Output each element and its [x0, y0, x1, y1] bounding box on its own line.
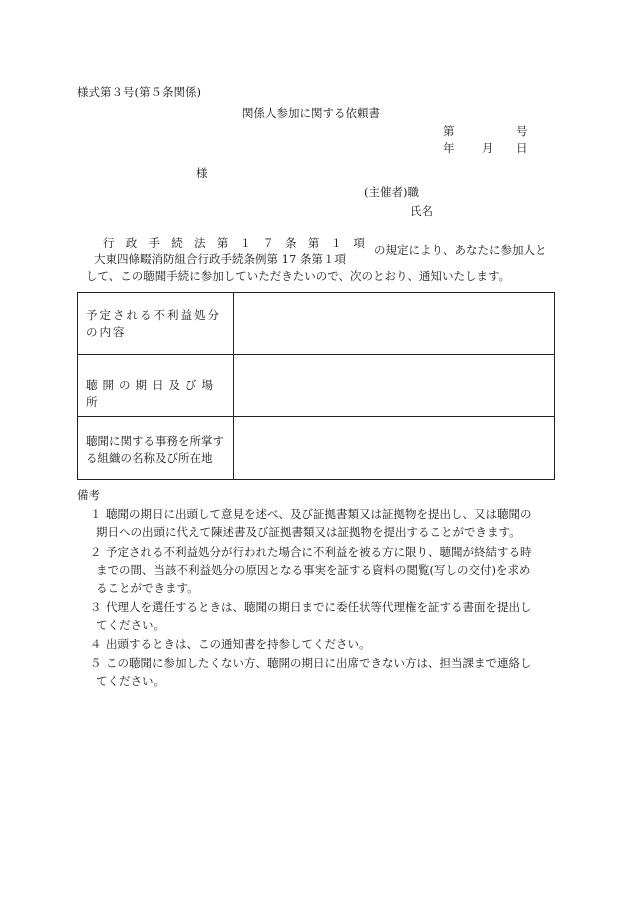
law-char: 続 [171, 236, 183, 250]
note-text: までの間、当該不利益処分の原因となる事実を証する資料の閲覧(写しの交付)を求め [96, 563, 531, 577]
note-text: 出頭するときは、この通知書を持参してください。 [106, 637, 371, 651]
law-char: 条 [285, 236, 297, 250]
number-dai: 第 [443, 124, 455, 138]
label-line: 聴聞に関する事務を所掌す [86, 434, 224, 448]
date-day: 日 [516, 141, 528, 155]
note-number: ５ [90, 656, 102, 670]
law-reference-line-2: 大東四條畷消防組合行政手続条例第 17 条第１項 [94, 252, 346, 266]
law-reference-suffix: の規定により、あなたに参加人と [374, 243, 547, 257]
row-label-disposition [86, 307, 230, 341]
note-number: ４ [90, 637, 102, 651]
law-char: 項 [353, 236, 365, 250]
form-number: 様式第３号(第５条関係) [77, 85, 201, 99]
note-text: 予定される不利益処分が行われた場合に不利益を被る方に限り、聴聞が終結する時 [106, 545, 532, 559]
law-char: １ [330, 236, 343, 250]
document-title: 関係人参加に関する依頼書 [242, 106, 380, 120]
note-number: １ [90, 507, 102, 521]
law-char: １ [239, 236, 252, 250]
column-divider [233, 293, 234, 479]
law-char: 第 [307, 236, 320, 250]
table-row [78, 355, 554, 417]
label-line: の内容 [86, 325, 127, 339]
note-text: てください。 [96, 674, 165, 688]
table-row [78, 417, 554, 481]
law-char: 法 [194, 236, 206, 250]
note-text: ることができます。 [96, 581, 199, 595]
law-char: 行 [103, 236, 115, 250]
row-label-organization [86, 433, 230, 467]
law-reference-line-1 [103, 238, 365, 250]
table-row [78, 293, 554, 355]
note-text: 聴聞の期日に出頭して意見を述べ、及び証拠書類又は証拠物を提出し、又は聴聞の [106, 507, 532, 521]
label-line: 聴開の期日及び場所 [86, 378, 218, 409]
notes-heading: 備考 [77, 488, 100, 502]
row-label-date-place [86, 377, 230, 411]
note-text: てください。 [96, 618, 165, 632]
note-number: ２ [90, 545, 102, 559]
note-number: ３ [90, 600, 102, 614]
date-month: 月 [482, 141, 494, 155]
label-line: る組織の名称及び所在地 [86, 451, 213, 465]
note-text: この聴聞に参加したくない方、聴開の期日に出席できない方は、担当課まで連絡し [106, 656, 532, 670]
body-line-2: して、この聴聞手続に参加していただきたいので、次のとおり、通知いたします。 [86, 269, 511, 283]
organizer-title: (主催者)職 [364, 185, 419, 199]
number-go: 号 [516, 124, 528, 138]
law-char: ７ [262, 236, 274, 250]
law-char: 第 [216, 236, 229, 250]
note-text: 期日への出頭に代えて陳述書及び証拠書類又は証拠物を提出することができます。 [96, 525, 521, 539]
law-char: 政 [125, 236, 138, 250]
label-line: 予定される不利益処分 [86, 308, 221, 322]
note-text: 代理人を選任するときは、聴聞の期日までに委任状等代理権を証する書面を提出し [106, 600, 532, 614]
organizer-name: 氏名 [410, 204, 433, 218]
law-char: 手 [148, 236, 161, 250]
date-year: 年 [443, 141, 455, 155]
details-table [77, 292, 555, 480]
addressee-sama: 様 [196, 166, 208, 180]
